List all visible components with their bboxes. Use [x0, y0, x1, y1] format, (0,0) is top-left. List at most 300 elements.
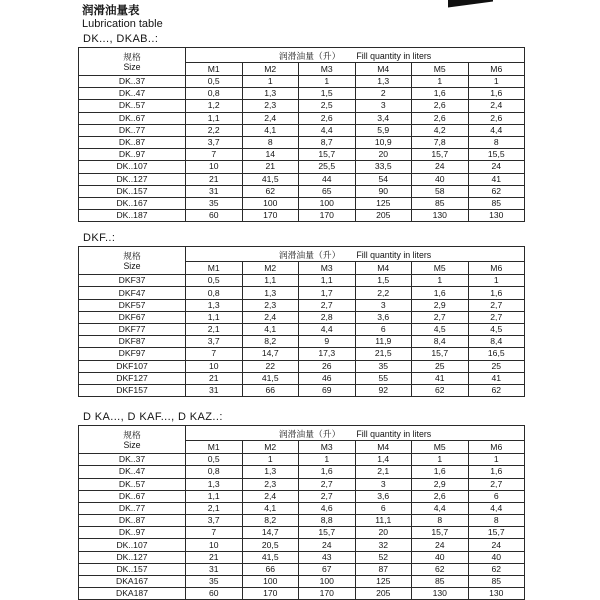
value-cell: 2,3: [242, 299, 299, 311]
value-cell: 1,3: [355, 76, 412, 88]
value-cell: 31: [186, 384, 243, 396]
value-cell: 58: [412, 185, 469, 197]
table-row: [79, 173, 525, 185]
value-cell: 1,3: [242, 466, 299, 478]
quantity-header-zh: 润滑油量（升）: [278, 249, 341, 260]
value-cell: 170: [299, 210, 356, 222]
value-cell: 4,1: [242, 502, 299, 514]
value-cell: 60: [186, 210, 243, 222]
column-header-m3: M3: [299, 441, 356, 454]
value-cell: 2,6: [412, 490, 469, 502]
value-cell: 20: [355, 527, 412, 539]
value-cell: 31: [186, 563, 243, 575]
table-row: [79, 88, 525, 100]
value-cell: 35: [355, 360, 412, 372]
value-cell: 41: [412, 372, 469, 384]
value-cell: 44: [299, 173, 356, 185]
value-cell: 2,2: [355, 287, 412, 299]
size-cell: DK..37: [79, 454, 186, 466]
value-cell: 2,4: [468, 100, 525, 112]
value-cell: 2,6: [468, 112, 525, 124]
size-header-en: Size: [123, 61, 141, 72]
value-cell: 2,9: [412, 299, 469, 311]
table-row: [79, 588, 525, 600]
value-cell: 46: [299, 372, 356, 384]
table-row: [79, 527, 525, 539]
page-title-zh: 润滑油量表: [82, 5, 140, 17]
value-cell: 8: [468, 515, 525, 527]
value-cell: 1,6: [468, 287, 525, 299]
table-sections: [78, 33, 524, 600]
table-row: [79, 336, 525, 348]
value-cell: 87: [355, 563, 412, 575]
value-cell: 100: [242, 197, 299, 209]
value-cell: 15,5: [468, 149, 525, 161]
value-cell: 85: [412, 576, 469, 588]
value-cell: 15,7: [412, 149, 469, 161]
value-cell: 1,3: [242, 88, 299, 100]
table-row: [79, 539, 525, 551]
value-cell: 85: [468, 197, 525, 209]
value-cell: 1: [468, 275, 525, 287]
value-cell: 6: [468, 490, 525, 502]
value-cell: 4,5: [412, 324, 469, 336]
value-cell: 92: [355, 384, 412, 396]
value-cell: 26: [299, 360, 356, 372]
value-cell: 1,1: [186, 112, 243, 124]
quantity-header-en: Fill quantity in liters: [356, 428, 432, 439]
size-cell: DKF67: [79, 311, 186, 323]
size-cell: DK..57: [79, 100, 186, 112]
value-cell: 8,2: [242, 515, 299, 527]
value-cell: 25: [468, 360, 525, 372]
value-cell: 8: [412, 515, 469, 527]
section-label: DKF..:: [83, 232, 116, 245]
value-cell: 1,6: [468, 88, 525, 100]
value-cell: 130: [412, 588, 469, 600]
table-row: [79, 502, 525, 514]
size-header-zh: 规格: [123, 250, 141, 261]
column-header-m1: M1: [186, 63, 243, 76]
value-cell: 11,9: [355, 336, 412, 348]
column-header-m1: M1: [186, 262, 243, 275]
size-cell: DKF157: [79, 384, 186, 396]
value-cell: 4,1: [242, 324, 299, 336]
value-cell: 2,4: [242, 112, 299, 124]
value-cell: 1: [412, 275, 469, 287]
table-row: [79, 161, 525, 173]
value-cell: 8,2: [242, 336, 299, 348]
value-cell: 3,7: [186, 336, 243, 348]
value-cell: 3: [355, 100, 412, 112]
value-cell: 10: [186, 539, 243, 551]
quantity-header-zh: 润滑油量（升）: [278, 428, 341, 439]
size-column-header: [79, 426, 186, 454]
value-cell: 52: [355, 551, 412, 563]
value-cell: 15,7: [412, 527, 469, 539]
size-cell: DKF57: [79, 299, 186, 311]
table-row: [79, 112, 525, 124]
value-cell: 1: [299, 76, 356, 88]
value-cell: 41: [468, 173, 525, 185]
value-cell: 6: [355, 324, 412, 336]
column-header-m1: M1: [186, 441, 243, 454]
value-cell: 1,3: [186, 299, 243, 311]
value-cell: 1,7: [299, 287, 356, 299]
value-cell: 14: [242, 149, 299, 161]
value-cell: 24: [412, 539, 469, 551]
value-cell: 16,5: [468, 348, 525, 360]
size-header-zh: 规格: [123, 51, 141, 62]
value-cell: 1,6: [468, 466, 525, 478]
size-cell: DK..157: [79, 563, 186, 575]
table-row: [79, 348, 525, 360]
size-header-en: Size: [123, 260, 141, 271]
column-header-m6: M6: [468, 262, 525, 275]
value-cell: 21: [186, 551, 243, 563]
value-cell: 62: [412, 563, 469, 575]
column-header-m2: M2: [242, 262, 299, 275]
size-column-header: [79, 48, 186, 76]
size-cell: DK..187: [79, 210, 186, 222]
value-cell: 2,4: [242, 311, 299, 323]
table-row: [79, 149, 525, 161]
value-cell: 62: [242, 185, 299, 197]
size-cell: DK..127: [79, 551, 186, 563]
value-cell: 125: [355, 576, 412, 588]
value-cell: 2,2: [186, 124, 243, 136]
value-cell: 40: [468, 551, 525, 563]
value-cell: 1,1: [186, 490, 243, 502]
value-cell: 40: [412, 173, 469, 185]
value-cell: 100: [299, 197, 356, 209]
value-cell: 3: [355, 478, 412, 490]
value-cell: 2,5: [299, 100, 356, 112]
value-cell: 100: [299, 576, 356, 588]
value-cell: 31: [186, 185, 243, 197]
size-cell: DK..77: [79, 502, 186, 514]
column-header-m5: M5: [412, 262, 469, 275]
value-cell: 3: [355, 299, 412, 311]
value-cell: 1,1: [299, 275, 356, 287]
size-cell: DKA187: [79, 588, 186, 600]
size-header-en: Size: [123, 439, 141, 450]
value-cell: 2,7: [299, 490, 356, 502]
value-cell: 24: [299, 539, 356, 551]
table-section: [78, 232, 524, 397]
value-cell: 1,1: [242, 275, 299, 287]
value-cell: 4,6: [299, 502, 356, 514]
value-cell: 125: [355, 197, 412, 209]
value-cell: 7: [186, 527, 243, 539]
column-header-m6: M6: [468, 441, 525, 454]
value-cell: 3,7: [186, 136, 243, 148]
value-cell: 1,6: [412, 466, 469, 478]
size-cell: DK..37: [79, 76, 186, 88]
column-header-m4: M4: [355, 441, 412, 454]
size-header-zh: 规格: [123, 429, 141, 440]
table-section: [78, 33, 524, 222]
value-cell: 24: [412, 161, 469, 173]
value-cell: 24: [468, 539, 525, 551]
lubrication-table: [78, 246, 525, 397]
value-cell: 2,8: [299, 311, 356, 323]
column-header-m4: M4: [355, 63, 412, 76]
value-cell: 10,9: [355, 136, 412, 148]
value-cell: 2,3: [242, 100, 299, 112]
value-cell: 0,5: [186, 275, 243, 287]
value-cell: 0,5: [186, 76, 243, 88]
value-cell: 2,4: [242, 490, 299, 502]
value-cell: 6: [355, 502, 412, 514]
size-cell: DK..67: [79, 490, 186, 502]
table-row: [79, 197, 525, 209]
value-cell: 2,7: [468, 478, 525, 490]
value-cell: 14,7: [242, 348, 299, 360]
column-header-m3: M3: [299, 262, 356, 275]
value-cell: 65: [299, 185, 356, 197]
table-row: [79, 515, 525, 527]
value-cell: 8,4: [412, 336, 469, 348]
value-cell: 1: [412, 454, 469, 466]
value-cell: 62: [412, 384, 469, 396]
size-cell: DKF37: [79, 275, 186, 287]
value-cell: 69: [299, 384, 356, 396]
value-cell: 66: [242, 563, 299, 575]
value-cell: 62: [468, 384, 525, 396]
quantity-header-en: Fill quantity in liters: [356, 249, 432, 260]
value-cell: 41: [468, 372, 525, 384]
size-cell: DKF107: [79, 360, 186, 372]
value-cell: 1,2: [186, 100, 243, 112]
corner-wedge-icon: [448, 0, 494, 10]
value-cell: 17,3: [299, 348, 356, 360]
value-cell: 4,4: [299, 124, 356, 136]
column-header-m6: M6: [468, 63, 525, 76]
value-cell: 10: [186, 161, 243, 173]
size-cell: DK..87: [79, 136, 186, 148]
section-label: DK..., DKAB..:: [83, 33, 159, 45]
value-cell: 4,2: [412, 124, 469, 136]
value-cell: 170: [242, 210, 299, 222]
column-header-m5: M5: [412, 441, 469, 454]
value-cell: 2,6: [299, 112, 356, 124]
size-cell: DK..47: [79, 466, 186, 478]
section-label: D KA..., D KAF..., D KAZ..:: [83, 411, 223, 424]
table-row: [79, 563, 525, 575]
value-cell: 1,3: [242, 287, 299, 299]
size-cell: DKF127: [79, 372, 186, 384]
table-row: [79, 136, 525, 148]
value-cell: 2,1: [186, 324, 243, 336]
table-row: [79, 551, 525, 563]
value-cell: 2,7: [299, 299, 356, 311]
size-cell: DKF77: [79, 324, 186, 336]
size-cell: DK..57: [79, 478, 186, 490]
size-cell: DK..127: [79, 173, 186, 185]
value-cell: 43: [299, 551, 356, 563]
value-cell: 1,6: [412, 88, 469, 100]
column-header-m3: M3: [299, 63, 356, 76]
value-cell: 3,7: [186, 515, 243, 527]
value-cell: 21: [242, 161, 299, 173]
value-cell: 4,4: [412, 502, 469, 514]
page-title: [82, 5, 163, 31]
value-cell: 1,5: [299, 88, 356, 100]
value-cell: 62: [468, 185, 525, 197]
table-row: [79, 311, 525, 323]
value-cell: 2,7: [468, 299, 525, 311]
value-cell: 14,7: [242, 527, 299, 539]
value-cell: 4,5: [468, 324, 525, 336]
value-cell: 67: [299, 563, 356, 575]
value-cell: 4,4: [468, 502, 525, 514]
column-header-m5: M5: [412, 63, 469, 76]
table-row: [79, 478, 525, 490]
value-cell: 15,7: [468, 527, 525, 539]
value-cell: 0,8: [186, 287, 243, 299]
value-cell: 4,4: [468, 124, 525, 136]
value-cell: 0,8: [186, 88, 243, 100]
value-cell: 15,7: [299, 149, 356, 161]
value-cell: 5,9: [355, 124, 412, 136]
value-cell: 1,6: [412, 287, 469, 299]
value-cell: 4,4: [299, 324, 356, 336]
value-cell: 205: [355, 210, 412, 222]
size-cell: DKF87: [79, 336, 186, 348]
value-cell: 1,5: [355, 275, 412, 287]
table-row: [79, 185, 525, 197]
value-cell: 8: [242, 136, 299, 148]
value-cell: 21: [186, 173, 243, 185]
column-header-m2: M2: [242, 63, 299, 76]
quantity-column-header: [186, 426, 525, 441]
value-cell: 20: [355, 149, 412, 161]
value-cell: 15,7: [299, 527, 356, 539]
quantity-column-header: [186, 48, 525, 63]
value-cell: 25,5: [299, 161, 356, 173]
size-cell: DK..47: [79, 88, 186, 100]
table-row: [79, 384, 525, 396]
value-cell: 25: [412, 360, 469, 372]
value-cell: 21,5: [355, 348, 412, 360]
value-cell: 35: [186, 197, 243, 209]
value-cell: 41,5: [242, 173, 299, 185]
value-cell: 20,5: [242, 539, 299, 551]
value-cell: 1: [299, 454, 356, 466]
value-cell: 3,6: [355, 490, 412, 502]
page-title-en: Lubrication table: [82, 18, 163, 30]
value-cell: 41,5: [242, 551, 299, 563]
value-cell: 1,3: [186, 478, 243, 490]
value-cell: 24: [468, 161, 525, 173]
value-cell: 0,5: [186, 454, 243, 466]
value-cell: 85: [468, 576, 525, 588]
value-cell: 15,7: [412, 348, 469, 360]
value-cell: 22: [242, 360, 299, 372]
value-cell: 2,7: [299, 478, 356, 490]
quantity-header-zh: 润滑油量（升）: [278, 50, 341, 61]
value-cell: 2,3: [242, 478, 299, 490]
value-cell: 7: [186, 149, 243, 161]
table-row: [79, 372, 525, 384]
value-cell: 130: [412, 210, 469, 222]
value-cell: 2,1: [355, 466, 412, 478]
size-cell: DK..107: [79, 161, 186, 173]
lubrication-table: [78, 425, 525, 600]
table-row: [79, 454, 525, 466]
size-cell: DK..157: [79, 185, 186, 197]
table-row: [79, 275, 525, 287]
size-cell: DK..97: [79, 527, 186, 539]
quantity-header-en: Fill quantity in liters: [356, 50, 432, 61]
value-cell: 2,1: [186, 502, 243, 514]
table-row: [79, 576, 525, 588]
column-header-m2: M2: [242, 441, 299, 454]
value-cell: 205: [355, 588, 412, 600]
size-cell: DK..97: [79, 149, 186, 161]
column-header-m4: M4: [355, 262, 412, 275]
value-cell: 62: [468, 563, 525, 575]
size-column-header: [79, 247, 186, 275]
table-row: [79, 124, 525, 136]
value-cell: 33,5: [355, 161, 412, 173]
value-cell: 35: [186, 576, 243, 588]
value-cell: 3,4: [355, 112, 412, 124]
table-row: [79, 76, 525, 88]
value-cell: 8: [468, 136, 525, 148]
table-row: [79, 360, 525, 372]
value-cell: 7: [186, 348, 243, 360]
value-cell: 1: [242, 454, 299, 466]
size-cell: DKF97: [79, 348, 186, 360]
size-cell: DK..87: [79, 515, 186, 527]
value-cell: 21: [186, 372, 243, 384]
value-cell: 1,4: [355, 454, 412, 466]
table-section: [78, 411, 524, 600]
value-cell: 60: [186, 588, 243, 600]
table-row: [79, 324, 525, 336]
value-cell: 11,1: [355, 515, 412, 527]
size-cell: DK..77: [79, 124, 186, 136]
value-cell: 32: [355, 539, 412, 551]
value-cell: 2,7: [412, 311, 469, 323]
quantity-column-header: [186, 247, 525, 262]
value-cell: 8,4: [468, 336, 525, 348]
table-row: [79, 466, 525, 478]
value-cell: 1: [412, 76, 469, 88]
value-cell: 40: [412, 551, 469, 563]
value-cell: 66: [242, 384, 299, 396]
value-cell: 2,7: [468, 311, 525, 323]
value-cell: 90: [355, 185, 412, 197]
table-row: [79, 490, 525, 502]
size-cell: DK..107: [79, 539, 186, 551]
value-cell: 2: [355, 88, 412, 100]
value-cell: 10: [186, 360, 243, 372]
value-cell: 100: [242, 576, 299, 588]
value-cell: 7,8: [412, 136, 469, 148]
value-cell: 130: [468, 588, 525, 600]
value-cell: 8,7: [299, 136, 356, 148]
value-cell: 1,1: [186, 311, 243, 323]
value-cell: 54: [355, 173, 412, 185]
value-cell: 3,6: [355, 311, 412, 323]
value-cell: 55: [355, 372, 412, 384]
value-cell: 1: [242, 76, 299, 88]
value-cell: 170: [299, 588, 356, 600]
value-cell: 9: [299, 336, 356, 348]
